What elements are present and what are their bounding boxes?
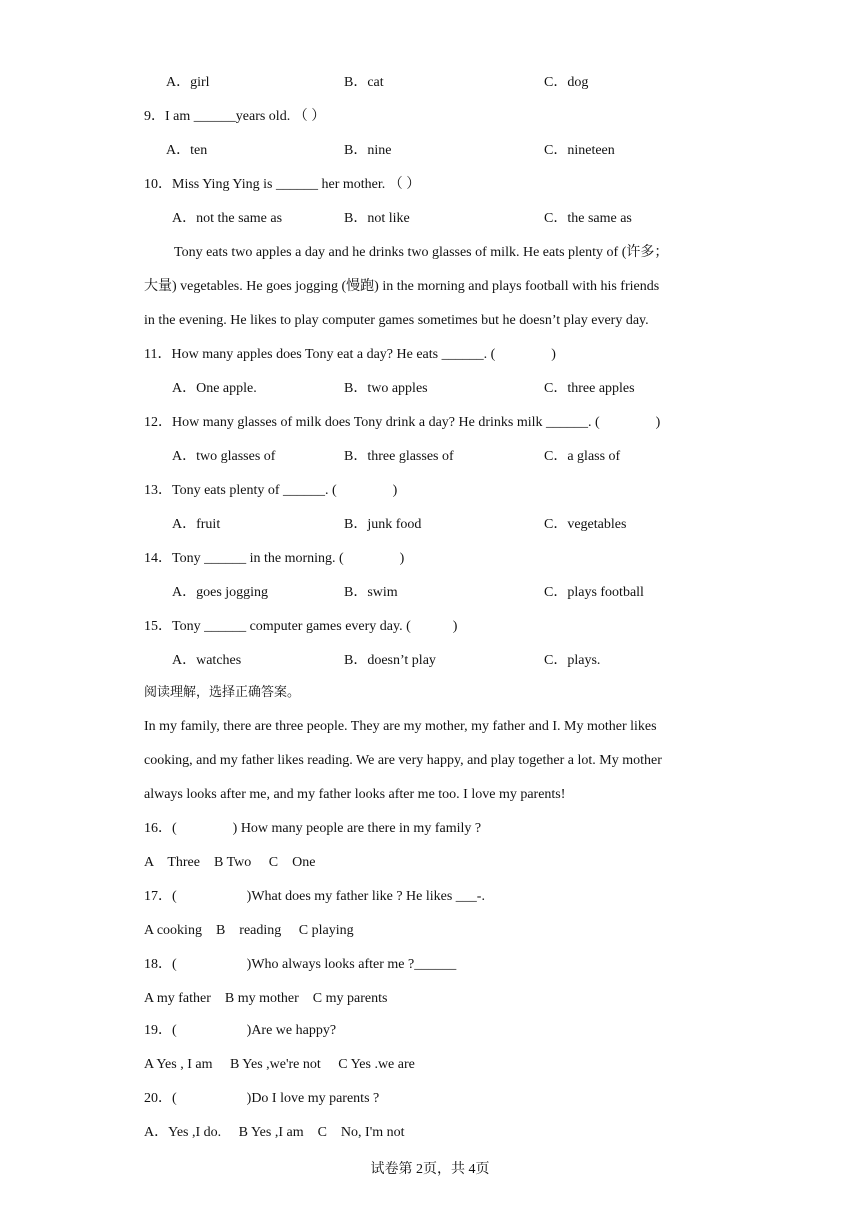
passage2-text-1: In my family, there are three people. They are my mother, my father and I. My mother likes — [144, 719, 657, 734]
q16-stem-line — [0, 818, 860, 840]
q15-option-c: C．plays. — [544, 653, 601, 668]
q19-options: A Yes , I am B Yes ,we're not C Yes .we are — [144, 1057, 415, 1072]
q9-option-a: A．ten — [166, 143, 208, 158]
passage2-line-1 — [0, 716, 860, 738]
passage1-line-2 — [0, 276, 860, 298]
q13-options — [0, 514, 860, 536]
passage2-line-3 — [0, 784, 860, 806]
q15-stem: 15．Tony ______ computer games every day. ( ) — [144, 619, 458, 634]
q11-stem-line — [0, 344, 860, 366]
passage2-text-3: always looks after me, and my father looks after me too. I love my parents! — [144, 787, 566, 802]
q9-options — [0, 140, 860, 162]
passage2-text-2: cooking, and my father likes reading. We are very happy, and play together a lot. My mother — [144, 753, 662, 768]
passage1-line-1 — [0, 242, 860, 264]
q15-option-a: A．watches — [172, 653, 242, 668]
q18-options-line — [0, 988, 860, 1010]
page-footer: 试卷第 2页，共 4页 — [370, 1162, 490, 1177]
q11-options — [0, 378, 860, 400]
q20-stem: 20．( )Do I love my parents ? — [144, 1091, 380, 1106]
q13-option-a: A．fruit — [172, 517, 221, 532]
q20-options: A．Yes ,I do. B Yes ,I am C No, I'm not — [144, 1125, 405, 1140]
passage1-text-3: in the evening. He likes to play computer games sometimes but he doesn’t play every day. — [144, 313, 649, 328]
q14-option-b: B．swim — [344, 585, 398, 600]
q10-option-a: A．not the same as — [172, 211, 283, 226]
q9-stem: 9．I am ______years old. （ ） — [144, 109, 326, 124]
q9-option-b: B．nine — [344, 143, 392, 158]
q20-options-line — [0, 1122, 860, 1144]
q14-option-a: A．goes jogging — [172, 585, 269, 600]
q11-option-c: C．three apples — [544, 381, 635, 396]
q12-option-a: A．two glasses of — [172, 449, 276, 464]
q15-option-b: B．doesn’t play — [344, 653, 436, 668]
q18-stem-line — [0, 954, 860, 976]
q13-option-b: B．junk food — [344, 517, 422, 532]
q14-options — [0, 582, 860, 604]
q16-options-line — [0, 852, 860, 874]
q11-option-b: B．two apples — [344, 381, 428, 396]
q12-option-b: B．three glasses of — [344, 449, 454, 464]
q16-stem: 16．( ) How many people are there in my family ? — [144, 821, 482, 836]
q10-option-b: B．not like — [344, 211, 410, 226]
q9-stem-line — [0, 106, 860, 128]
q13-option-c: C．vegetables — [544, 517, 627, 532]
passage1-text-1: Tony eats two apples a day and he drinks two glasses of milk. He eats plenty of (许多； — [174, 245, 669, 260]
q10-stem-line — [0, 174, 860, 196]
q19-stem-line — [0, 1020, 860, 1042]
q15-stem-line — [0, 616, 860, 638]
q17-options-line — [0, 920, 860, 942]
q13-stem-line — [0, 480, 860, 502]
q12-options — [0, 446, 860, 468]
section2-heading-line — [0, 682, 860, 704]
q10-options — [0, 208, 860, 230]
q20-stem-line — [0, 1088, 860, 1110]
q17-options: A cooking B reading C playing — [144, 923, 354, 938]
q11-option-a: A．One apple. — [172, 381, 257, 396]
q8-options — [0, 72, 860, 94]
q19-options-line — [0, 1054, 860, 1076]
q12-stem: 12．How many glasses of milk does Tony drink a day? He drinks milk ______. ( ) — [144, 415, 661, 430]
q12-option-c: C．a glass of — [544, 449, 621, 464]
q8-option-c: C．dog — [544, 75, 589, 90]
q14-stem-line — [0, 548, 860, 570]
q12-stem-line — [0, 412, 860, 434]
q14-stem: 14．Tony ______ in the morning. ( ) — [144, 551, 405, 566]
q15-options — [0, 650, 860, 672]
q17-stem: 17．( )What does my father like ? He likes ___-. — [144, 889, 485, 904]
q16-options: A Three B Two C One — [144, 855, 316, 870]
q18-options: A my father B my mother C my parents — [144, 991, 388, 1006]
q14-option-c: C．plays football — [544, 585, 644, 600]
q18-stem: 18．( )Who always looks after me ?______ — [144, 957, 457, 972]
q10-option-c: C．the same as — [544, 211, 632, 226]
section2-heading: 阅读理解，选择正确答案。 — [144, 685, 301, 700]
passage1-line-3 — [0, 310, 860, 332]
q9-option-c: C．nineteen — [544, 143, 615, 158]
passage1-text-2: 大量) vegetables. He goes jogging (慢跑) in the morning and plays football with his friends — [144, 279, 660, 294]
q17-stem-line — [0, 886, 860, 908]
passage2-line-2 — [0, 750, 860, 772]
q8-option-a: A．girl — [166, 75, 210, 90]
q8-option-b: B．cat — [344, 75, 384, 90]
q19-stem: 19．( )Are we happy? — [144, 1023, 337, 1038]
q10-stem: 10．Miss Ying Ying is ______ her mother. （ ） — [144, 177, 421, 192]
q13-stem: 13．Tony eats plenty of ______. ( ) — [144, 483, 398, 498]
q11-stem: 11．How many apples does Tony eat a day? He eats ______. ( ) — [144, 347, 556, 362]
